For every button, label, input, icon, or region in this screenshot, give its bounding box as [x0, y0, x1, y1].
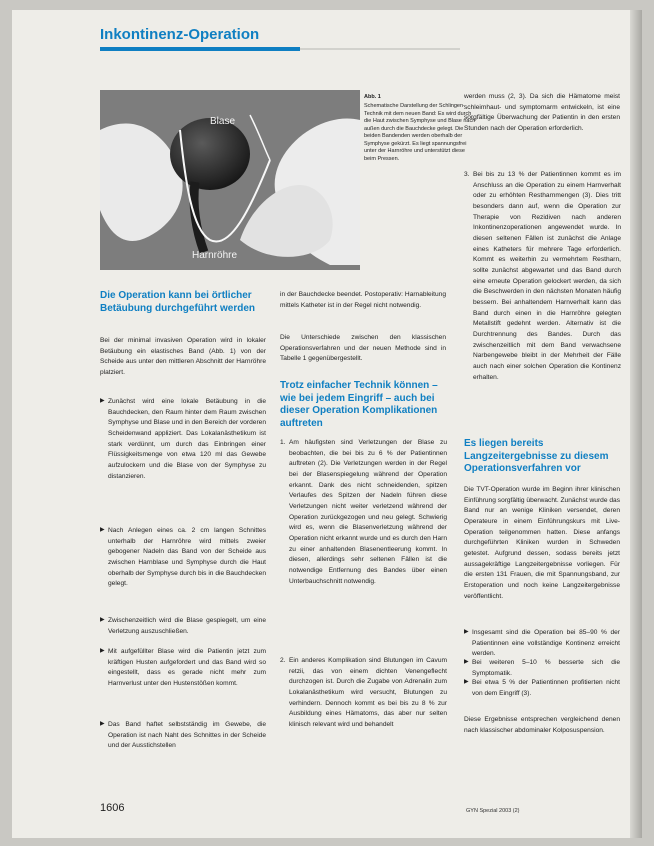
- section-heading-complications: Trotz einfacher Technik können – wie bei jedem Eingriff – auch bei dieser Operation Komplikationen auftreten: [280, 380, 438, 429]
- list-item: [280, 438, 447, 587]
- figure-label-urethra: Harnröhre: [192, 250, 238, 261]
- page: [12, 10, 642, 838]
- paragraph-results: Die TVT-Operation wurde im Beginn ihrer klinischen Einführung sorgfältig überwacht. Zunächst wurde das Band nur an wenige Kliniken versendet, deren Operateure in einem Einführungskurs mit Live-Operation teilgenommen hatten. Diese anfangs durchgeführten Kliniken wurden in Schweden getestet. Aufgrund dessen, sodass bereits jetzt aussagekräftige Langzeitergebnisse vorliegen. Für die ersten 131 Frauen, die mit Spannungsband, zur Erstoperation und noch keine Langzeitergebnisse veröffentlicht.: [464, 486, 620, 600]
- journal-footer: GYN Spezial 2003 (2): [466, 808, 520, 814]
- figure-label-bladder: Blase: [210, 116, 236, 127]
- list-item: ▶ Zunächst wird eine lokale Betäubung in die Bauchdecken, den Raum hinter dem Raum zwischen Symphyse und Blase und in den Bereich der vorderen Scheidenwand appliziert. Das Lokalanästhetikum ist stark verdünnt, um durch das Einbringen einer Flüssigkeitsmenge von etwa 120 ml das Gewebe aufzulockern und die Blase von der Symphyse zu distanzieren.: [100, 397, 266, 482]
- page-number: 1606: [100, 802, 125, 814]
- list-item: ▶ Mit aufgefüllter Blase wird die Patientin jetzt zum kräftigen Husten aufgefordert und das Band wird so eingestellt, dass es gerade nicht mehr zum Harnverlust unter den Hustenstößen kommt.: [100, 647, 266, 690]
- list-item: ▶ Nach Anlegen eines ca. 2 cm langen Schnittes unterhalb der Harnröhre wird mittels zweier gebogener Nadeln das Band von der Scheide aus zwischen Harnblase und Symphyse durch die Haut oberhalb der Symphyse durch bis in die Bauchdecken gelegt.: [100, 526, 266, 590]
- header-rule: [300, 48, 460, 50]
- list-item: ▶ Bei etwa 5 % der Patientinnen profitierten nicht von dem Eingriff (3).: [464, 678, 620, 699]
- pelvis-illustration: [100, 90, 360, 270]
- paragraph-closing: Diese Ergebnisse entsprechen vergleichend denen nach klassischer abdominaler Kolposuspension.: [464, 716, 620, 734]
- list-number: 2.: [280, 657, 286, 664]
- list-item: [464, 170, 621, 383]
- list-text: Ein anderes Komplikation sind Blutungen im Cavum retzii, das von einem dichten Venengeflecht durchzogen ist. Durch die Zugabe von Adrenalin zum Lokalanästhetikum wird versucht, Blutungen zu verhindern. Dennoch kommt es bei bis zu 8 % zur Ausbildung eines Hämatoms, das aber nur selten klinisch relevant wird und behandelt: [289, 657, 447, 729]
- section-heading-results: Es liegen bereits Langzeitergebnisse zu diesem Operationsverfahren vor: [464, 438, 609, 474]
- list-item: ▶ Das Band haftet selbstständig im Gewebe, die Operation ist nach Naht des Schnittes in der Scheide und der Ausstichstellen: [100, 720, 266, 752]
- figure-caption: [364, 94, 476, 163]
- caption-text: Schematische Darstellung der Schlingen-Technik mit dem neuen Band: Es wird durch die Haut zwischen Symphyse und Blase nach außen durch die Bauchdecke gelegt. Die beiden Bandenden werden oberhalb der Symphyse gekürzt. Es liegt spannungsfrei unter der Harnröhre und unterstützt diese beim Pressen.: [364, 103, 476, 162]
- list-number: 3.: [464, 171, 470, 178]
- list-text: Bei bis zu 13 % der Patientinnen kommt es im Anschluss an die Operation zu einem Harnverhalt oder zu erhöhten Restharnmengen (3). Dies tritt besonders dann auf, wenn die Operation zur Therapie von Rezidiven nach anderen Inkontinenzoperationen angewendet wurde. In diesen seltenen Fällen ist zunächst die Anlage eines Katheters für mehrere Tage erforderlich. Kommt es weiterhin zu vermehrtem Restharn, sollte zunächst abgewartet und das Band durch eine erneute Operation gelockert werden, da sich die Beschwerden in den nächsten Monaten häufig bessern. Bei anhaltendem Harnverhalt kann das Band durch einen in die Harnröhre gelegten Metallstift gedehnt werden. Alternativ ist die Durchtrennung des Bandes. Durch das zwischenzeitlich mit dem Band verwachsene Narbengewebe bleibt in der Mehrheit der Fälle auch nach einer solchen Operation die Kontinenz erhalten.: [473, 171, 621, 381]
- title-rule: [100, 47, 300, 51]
- paragraph-continued-right: werden muss (2, 3). Da sich die Hämatome meist schleimhaut- und symptomarm entwickeln, ist eine sorgfältige Überwachung der Patientin in den ersten Stunden nach der Operation erforderlich.: [464, 93, 620, 133]
- list-item: ▶ Zwischenzeitlich wird die Blase gespiegelt, um eine Verletzung auszuschließen.: [100, 616, 266, 637]
- paragraph-continued: in der Bauchdecke beendet. Postoperativ: Harnableitung mittels Katheter ist in der Regel nicht notwendig.: [280, 291, 446, 309]
- paragraph-intro: Bei der minimal invasiven Operation wird in lokaler Betäubung ein elastisches Band (Abb. 1) von der Scheide aus unter den mittleren Abschnitt der Harnröhre platziert.: [100, 337, 266, 377]
- list-item: [280, 656, 447, 731]
- list-text: Am häufigsten sind Verletzungen der Blase zu beobachten, die bei bis zu 6 % der Patientinnen auftreten (2). Die Verletzungen werden in der Regel bei der Blasenspiegelung während der Operation erkannt. Dank des nicht schneidenden, spitzen Verlaufes des Spitzen der Nadeln führen diese Verletzungen nicht weiter verletzend während der Operation zurückgezogen und neu gelegt. Schwierig wird es, wenn die Blasenverletzung während der Operation nicht erkannt wurde und es durch den Harn zu einer anhaltenden Blasenentleerung kommt. In diesen, allerdings sehr seltenen Fällen ist die notwendige Entfernung des Bandes über einen Unterbauchschnitt notwendig.: [289, 439, 447, 585]
- list-item: ▶ Bei weiteren 5–10 % besserte sich die Symptomatik.: [464, 658, 620, 679]
- caption-title: Abb. 1: [364, 94, 381, 100]
- list-item: ▶ Insgesamt sind die Operation bei 85–90 % der Patientinnen eine vollständige Kontinenz erreicht werden.: [464, 628, 620, 660]
- paragraph-table-reference: Die Unterschiede zwischen den klassischen Operationsverfahren und der neuen Methode sind in Tabelle 1 gegenübergestellt.: [280, 334, 446, 363]
- page-title: Inkontinenz-Operation: [100, 26, 260, 43]
- section-heading-anaesthesia: Die Operation kann bei örtlicher Betäubung durchgeführt werden: [100, 290, 255, 314]
- list-number: 1.: [280, 439, 286, 446]
- page-binding-shadow: [630, 10, 642, 838]
